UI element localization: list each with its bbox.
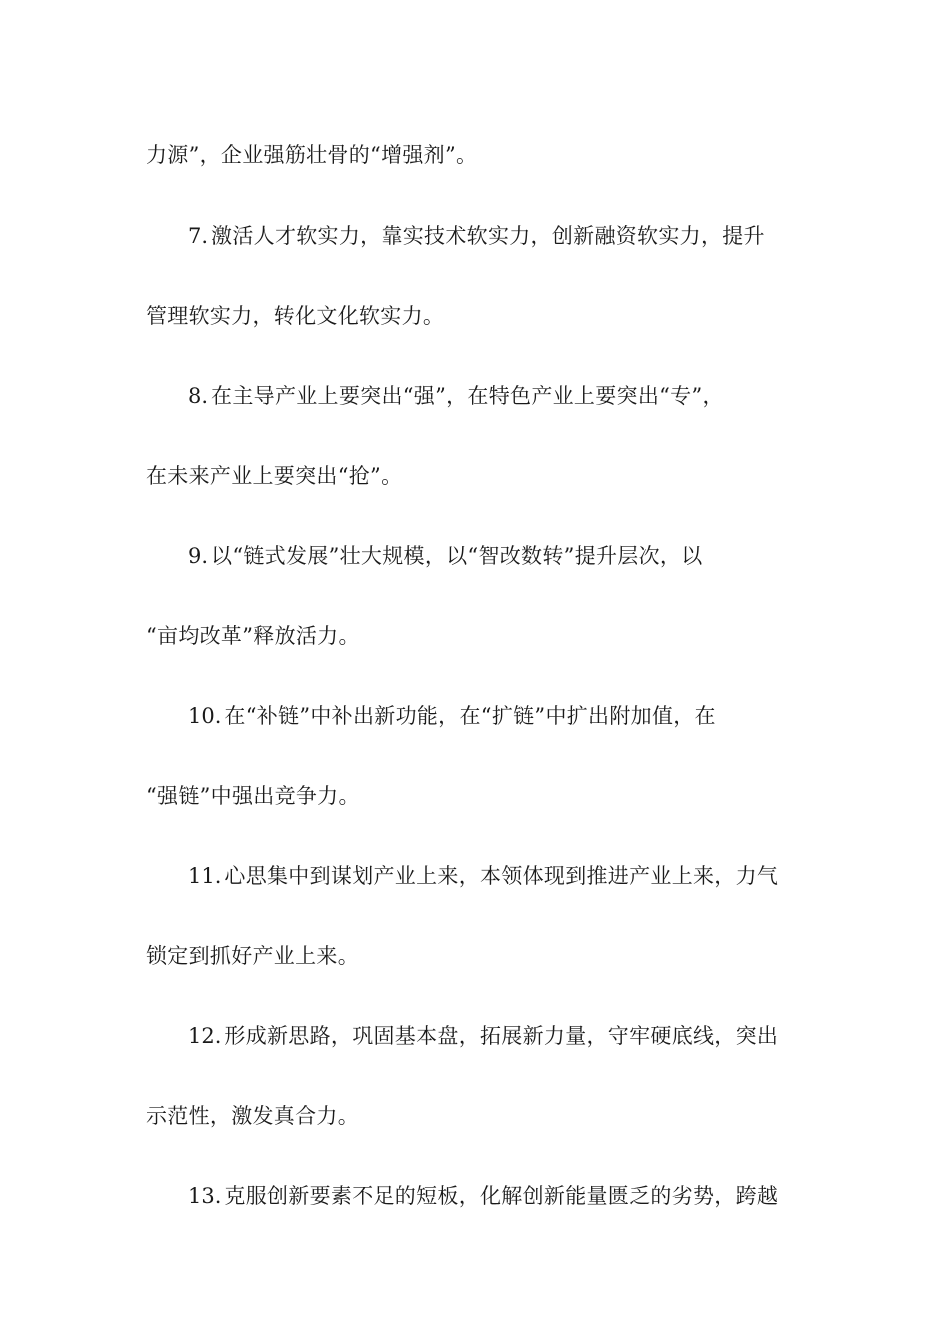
paragraph-line: 在未来产业上要突出“抢”。 <box>146 464 403 488</box>
paragraph-number: 11. <box>188 864 222 888</box>
paragraph-number: 9. <box>188 544 209 568</box>
paragraph-number: 12. <box>188 1024 222 1048</box>
paragraph-9 <box>146 545 806 647</box>
paragraph-8 <box>146 385 806 487</box>
paragraph-line: “强链”中强出竞争力。 <box>146 784 360 808</box>
paragraph-10 <box>146 705 806 807</box>
paragraph-text: 克服创新要素不足的短板，化解创新能量匮乏的劣势，跨越 <box>224 1184 779 1208</box>
paragraph-text: 在主导产业上要突出“强”，在特色产业上要突出“专”， <box>211 384 724 408</box>
paragraph-line <box>146 545 806 625</box>
paragraph-number: 8. <box>188 384 209 408</box>
paragraph-11 <box>146 865 806 967</box>
paragraph-number: 7. <box>188 224 209 248</box>
paragraph-line: 力源”，企业强筋壮骨的“增强剂”。 <box>146 143 478 167</box>
paragraph-12 <box>146 1025 806 1127</box>
paragraph-line: 管理软实力，转化文化软实力。 <box>146 304 445 328</box>
paragraph-line <box>146 1185 806 1207</box>
paragraph-text: 心思集中到谋划产业上来，本领体现到推进产业上来，力气 <box>224 864 779 888</box>
paragraph-7 <box>146 225 806 327</box>
paragraph-line: 锁定到抓好产业上来。 <box>146 944 359 968</box>
paragraph-line <box>146 865 806 945</box>
paragraph-continuation <box>146 144 806 166</box>
paragraph-line: “亩均改革”释放活力。 <box>146 624 360 648</box>
paragraph-line <box>146 705 806 785</box>
paragraph-line <box>146 1025 806 1105</box>
paragraph-text: 激活人才软实力，靠实技术软实力，创新融资软实力，提升 <box>211 224 765 248</box>
paragraph-text: 形成新思路，巩固基本盘，拓展新力量，守牢硬底线，突出 <box>224 1024 779 1048</box>
paragraph-text: 在“补链”中补出新功能，在“扩链”中扩出附加值，在 <box>224 704 716 728</box>
paragraph-text: 以“链式发展”壮大规模，以“智改数转”提升层次，以 <box>211 544 703 568</box>
paragraph-13 <box>146 1185 806 1207</box>
paragraph-line <box>146 385 806 465</box>
paragraph-number: 10. <box>188 704 222 728</box>
paragraph-number: 13. <box>188 1184 222 1208</box>
paragraph-line <box>146 225 806 305</box>
paragraph-line: 示范性，激发真合力。 <box>146 1104 359 1128</box>
